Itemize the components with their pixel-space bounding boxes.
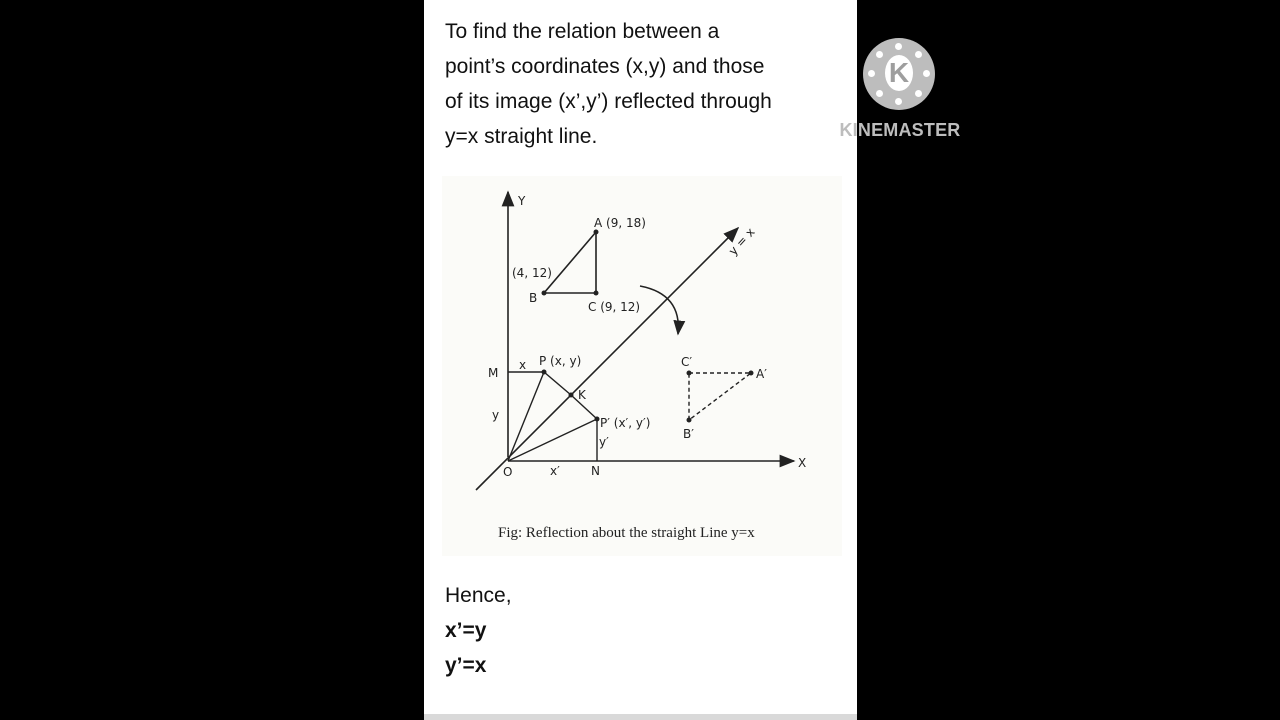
label-p: P (x, y) [539, 354, 582, 368]
kinemaster-watermark [836, 36, 964, 146]
point-p [542, 370, 547, 375]
reflection-figure [442, 176, 842, 556]
label-k: K [578, 388, 586, 402]
intro-line-4: y=x straight line. [445, 125, 598, 148]
conclusion [445, 578, 845, 683]
kinemaster-wordmark: KINEMASTER [839, 120, 961, 140]
intro-line-1: To find the relation between a [445, 20, 720, 43]
equation-x-prime: x’=y [445, 619, 487, 642]
segment-o-p-image [508, 419, 597, 461]
reflection-diagram [442, 176, 842, 556]
logo-letter: K [885, 55, 913, 91]
label-m: M [488, 366, 499, 380]
label-y-distance: y [492, 408, 500, 422]
label-x-distance: x [519, 358, 527, 372]
point-b-image [687, 418, 692, 423]
logo-dot [915, 90, 922, 97]
triangle-image [689, 373, 751, 420]
label-x-axis: X [798, 456, 807, 470]
figure-caption: Fig: Reflection about the straight Line y=x [498, 525, 755, 541]
label-y-prime: y′ [599, 435, 609, 449]
point-p-image [595, 417, 600, 422]
logo-dot [868, 70, 875, 77]
intro-paragraph [445, 14, 845, 154]
logo-dot [876, 90, 883, 97]
triangle-abc [544, 232, 596, 293]
page-bottom-edge [424, 714, 857, 720]
label-c: C (9, 12) [588, 300, 641, 314]
point-a-image [749, 371, 754, 376]
label-y-axis: Y [518, 194, 526, 208]
logo-dot [876, 51, 883, 58]
intro-line-2: point’s coordinates (x,y) and those [445, 55, 765, 78]
label-n: N [591, 464, 600, 478]
logo-dot [895, 43, 902, 50]
hence-text: Hence, [445, 584, 512, 607]
logo-dot [895, 98, 902, 105]
logo-dot [915, 51, 922, 58]
kinemaster-logo-icon [863, 38, 935, 110]
point-c [594, 291, 599, 296]
point-k [569, 393, 574, 398]
label-o: O [503, 465, 513, 479]
label-b-coordinates: (4, 12) [512, 266, 552, 280]
label-b-image: B′ [683, 427, 694, 441]
point-b [542, 291, 547, 296]
equation-y-prime: y’=x [445, 654, 487, 677]
label-p-image: P′ (x′, y′) [600, 416, 651, 430]
label-line-y-equals-x: y = x [725, 224, 758, 259]
logo-dot [923, 70, 930, 77]
label-a-image: A′ [756, 367, 767, 381]
point-c-image [687, 371, 692, 376]
segment-p-k [544, 372, 571, 395]
intro-line-3: of its image (x’,y’) reflected through [445, 90, 772, 113]
segment-o-p [508, 372, 544, 461]
document-page [424, 0, 857, 720]
label-a: A (9, 18) [594, 216, 646, 230]
point-a [594, 230, 599, 235]
label-c-image: C′ [681, 355, 693, 369]
label-b: B [529, 291, 538, 305]
label-x-prime: x′ [550, 464, 560, 478]
